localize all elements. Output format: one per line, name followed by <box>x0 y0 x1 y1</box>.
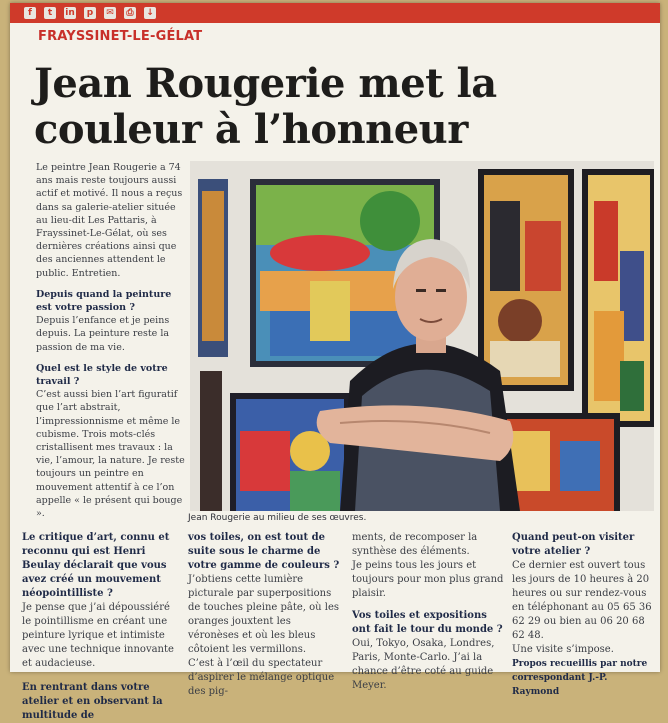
answer-6-continued: Une visite s’impose. <box>512 644 614 655</box>
share-toolbar <box>10 3 660 23</box>
answer-4-last: Je peins tous les jours et toujours pour mon plus grand plaisir. <box>352 560 504 599</box>
section-rubric: FRAYSSINET-LE-GÉLAT <box>38 29 203 44</box>
question-6: Quand peut-on visiter votre atelier ? <box>512 532 635 557</box>
answer-1: Depuis l’enfance et je peins depuis. La peinture reste la passion de ma vie. <box>36 315 170 353</box>
mail-icon[interactable]: ✉ <box>104 7 116 19</box>
answer-6: Ce dernier est ouvert tous les jours de 10 heures à 20 heures ou sur rendez-vous en téléphonant au 05 65 36 62 29 ou bien au 06 20 68 62 48. <box>512 560 652 641</box>
question-5: Vos toiles et expositions ont fait le tour du monde ? <box>352 610 503 635</box>
answer-4-continued: C’est à l’œil du spectateur d’aspirer le mélange optique des pig- <box>188 658 335 697</box>
twitter-icon[interactable]: t <box>44 7 56 19</box>
artist-photo-illustration <box>190 161 654 511</box>
author-credit: Propos recueillis par notre correspondant J.-P. Raymond <box>512 659 648 697</box>
answer-3: Je pense que j’ai dépoussiéré le pointillisme en créant une peinture lyrique et intimiste avec une technique innovante et audacieuse. <box>22 602 174 669</box>
answer-4: J’obtiens cette lumière picturale par superpositions de touches pleine pâte, où les oranges jouxtent les véronèses et où les bleus côtoient les vermillons. <box>188 574 340 655</box>
pinterest-icon[interactable]: p <box>84 7 96 19</box>
facebook-icon[interactable]: f <box>24 7 36 19</box>
question-4-start: En rentrant dans votre atelier et en observant la multitude de <box>22 682 163 721</box>
answer-5: Oui, Tokyo, Osaka, Londres, Paris, Monte-Carlo. J’ai la chance d’être coté au guide Meyer. <box>352 638 495 691</box>
answer-2: C’est aussi bien l’art figuratif que l’art abstrait, l’impressionnisme et même le cubisme. Trois mots-clés cristallisent mes travaux : la vie, l’amour, la nature. Je reste toujours un peintre en mouvement attentif à ce l’on appelle « le présent qui bouge ». <box>36 389 185 520</box>
linkedin-icon[interactable]: in <box>65 8 75 18</box>
bottom-column-3 <box>352 531 504 693</box>
question-2: Quel est le style de votre travail ? <box>36 362 168 388</box>
left-column <box>36 161 186 520</box>
bottom-column-1 <box>22 531 180 723</box>
bottom-column-2 <box>188 531 344 699</box>
question-4-end: vos toiles, on est tout de suite sous le charme de votre gamme de couleurs ? <box>188 532 340 571</box>
article-intro: Le peintre Jean Rougerie a 74 ans mais reste toujours aussi actif et motivé. Il nous a reçus dans sa galerie-atelier située au lieu-dit Les Pattaris, à Frayssinet-Le-Gélat, où ses dernières créations ainsi que des anciennes attendent le public. Entretien. <box>36 162 183 279</box>
answer-4-end: ments, de recomposer la synthèse des éléments. <box>352 532 478 557</box>
photo-caption: Jean Rougerie au milieu de ses œuvres. <box>188 513 367 523</box>
bottom-column-4 <box>512 531 654 699</box>
question-3: Le critique d’art, connu et reconnu qui est Henri Beulay déclarait que vous avez créé un mouvement néopointilliste ? <box>22 532 170 599</box>
question-1: Depuis quand la peinture est votre passion ? <box>36 288 172 314</box>
newspaper-page <box>10 3 660 721</box>
article-headline: Jean Rougerie met la couleur à l’honneur <box>34 60 497 153</box>
print-icon[interactable]: ⎙ <box>124 7 136 19</box>
download-icon[interactable]: ↓ <box>144 7 156 19</box>
artist-photo <box>190 161 654 511</box>
